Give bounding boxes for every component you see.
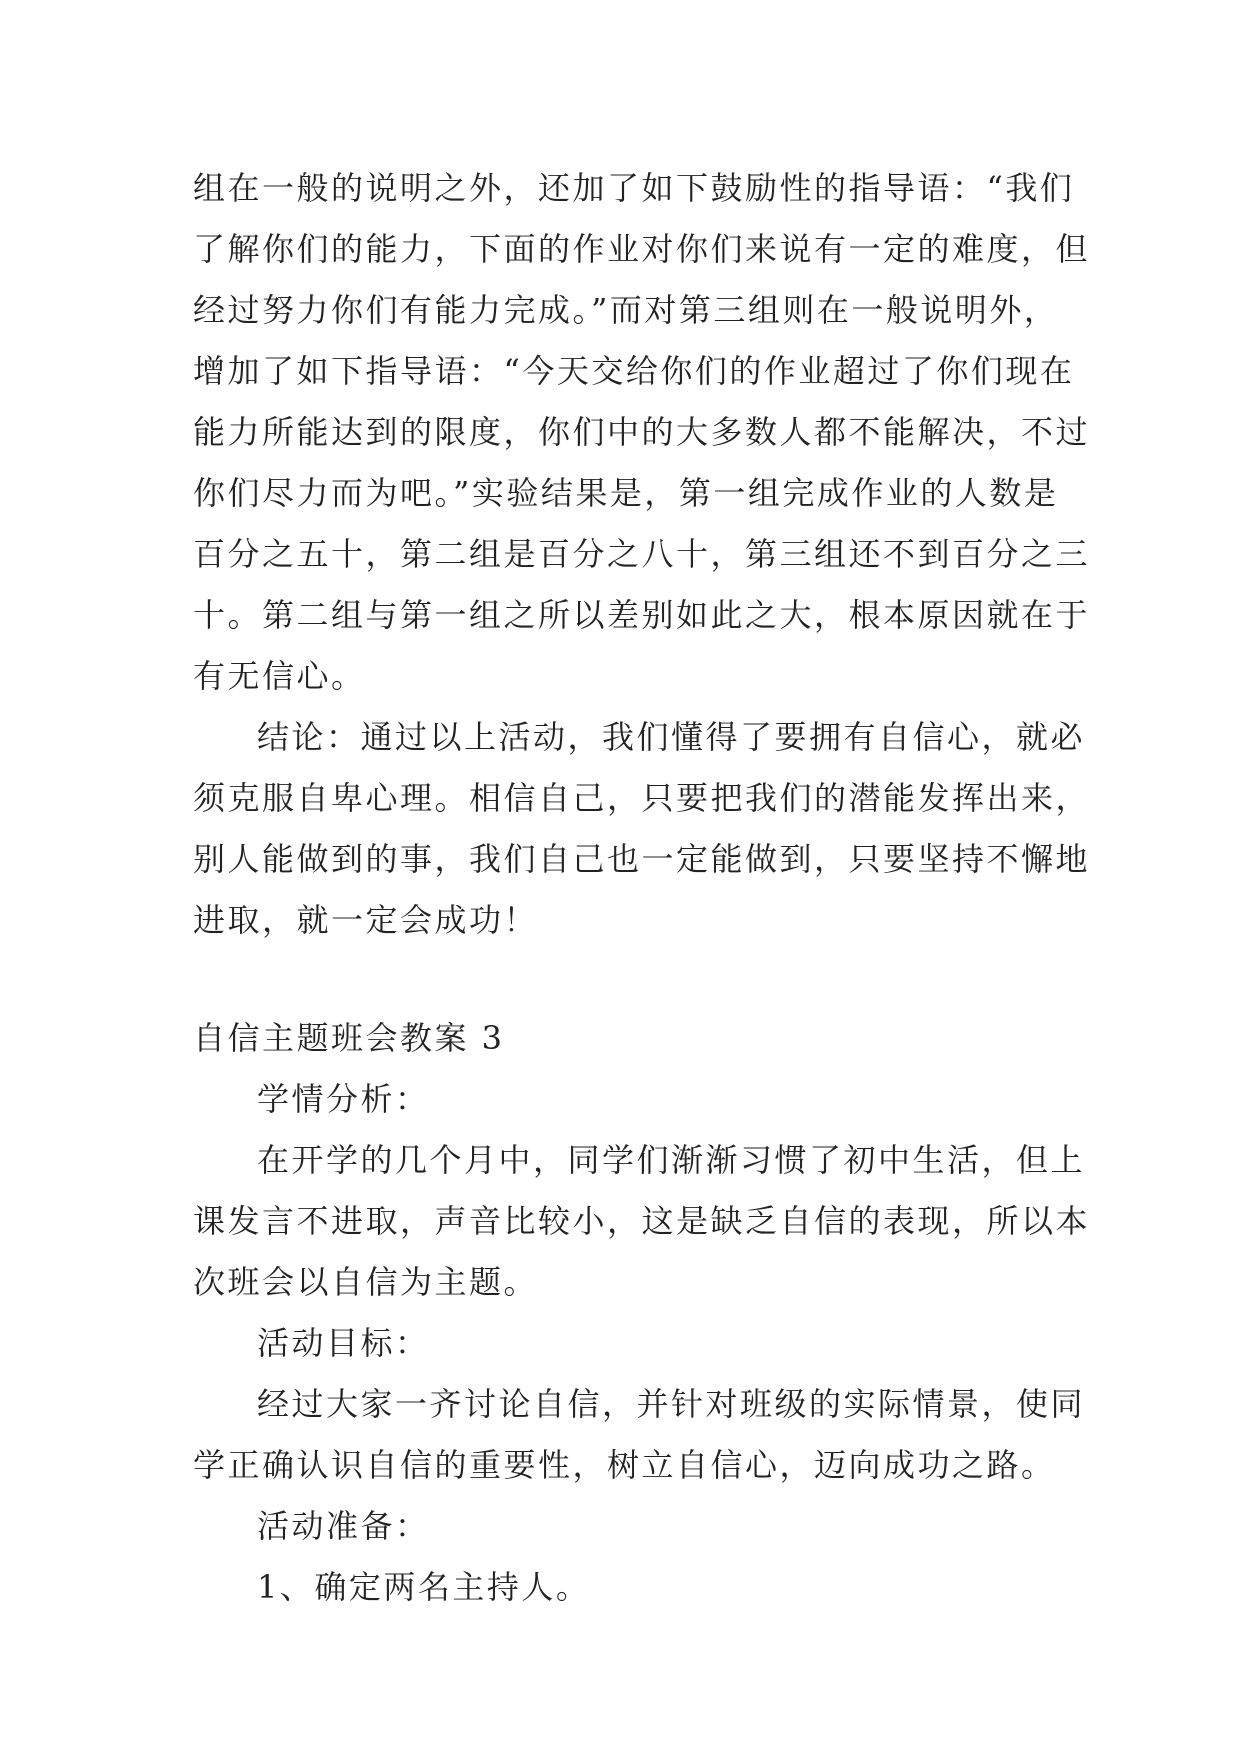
text-line: 在开学的几个月中，同学们渐渐习惯了初中生活，但上 (257, 1141, 1086, 1179)
text-line: 有无信心。 (193, 657, 366, 695)
section-heading: 自信主题班会教案 3 (193, 1019, 505, 1057)
document-body (193, 158, 1091, 1618)
text-line: 经过努力你们有能力完成。”而对第三组则在一般说明外， (193, 291, 1059, 329)
subheading-activity-goal: 活动目标： (257, 1324, 430, 1362)
text-line: 课发言不进取，声音比较小，这是缺乏自信的表现，所以本 (193, 1202, 1091, 1240)
text-line: 别人能做到的事，我们自己也一定能做到，只要坚持不懈地 (193, 840, 1091, 878)
text-line: 你们尽力而为吧。”实验结果是，第一组完成作业的人数是 (193, 474, 1059, 512)
text-line: 学正确认识自信的重要性，树立自信心，迈向成功之路。 (193, 1446, 1056, 1484)
text-line: 次班会以自信为主题。 (193, 1263, 539, 1301)
text-line: 百分之五十，第二组是百分之八十，第三组还不到百分之三 (193, 535, 1091, 573)
text-line: 能力所能达到的限度，你们中的大多数人都不能解决，不过 (193, 413, 1091, 451)
text-line: 了解你们的能力，下面的作业对你们来说有一定的难度，但 (193, 230, 1091, 268)
subheading-activity-preparation: 活动准备： (257, 1507, 430, 1545)
text-line: 十。第二组与第一组之所以差别如此之大，根本原因就在于 (193, 596, 1091, 634)
text-line: 进取，就一定会成功！ (193, 901, 539, 939)
text-line: 经过大家一齐讨论自信，并针对班级的实际情景，使同 (257, 1385, 1086, 1423)
list-item: 1、确定两名主持人。 (257, 1568, 591, 1606)
text-line: 须克服自卑心理。相信自己，只要把我们的潜能发挥出来， (193, 779, 1091, 817)
conclusion-line: 结论：通过以上活动，我们懂得了要拥有自信心，就必 (257, 718, 1086, 756)
subheading-learning-analysis: 学情分析： (257, 1080, 430, 1118)
text-line: 组在一般的说明之外，还加了如下鼓励性的指导语：“我们 (193, 169, 1075, 207)
text-line: 增加了如下指导语：“今天交给你们的作业超过了你们现在 (193, 352, 1075, 390)
